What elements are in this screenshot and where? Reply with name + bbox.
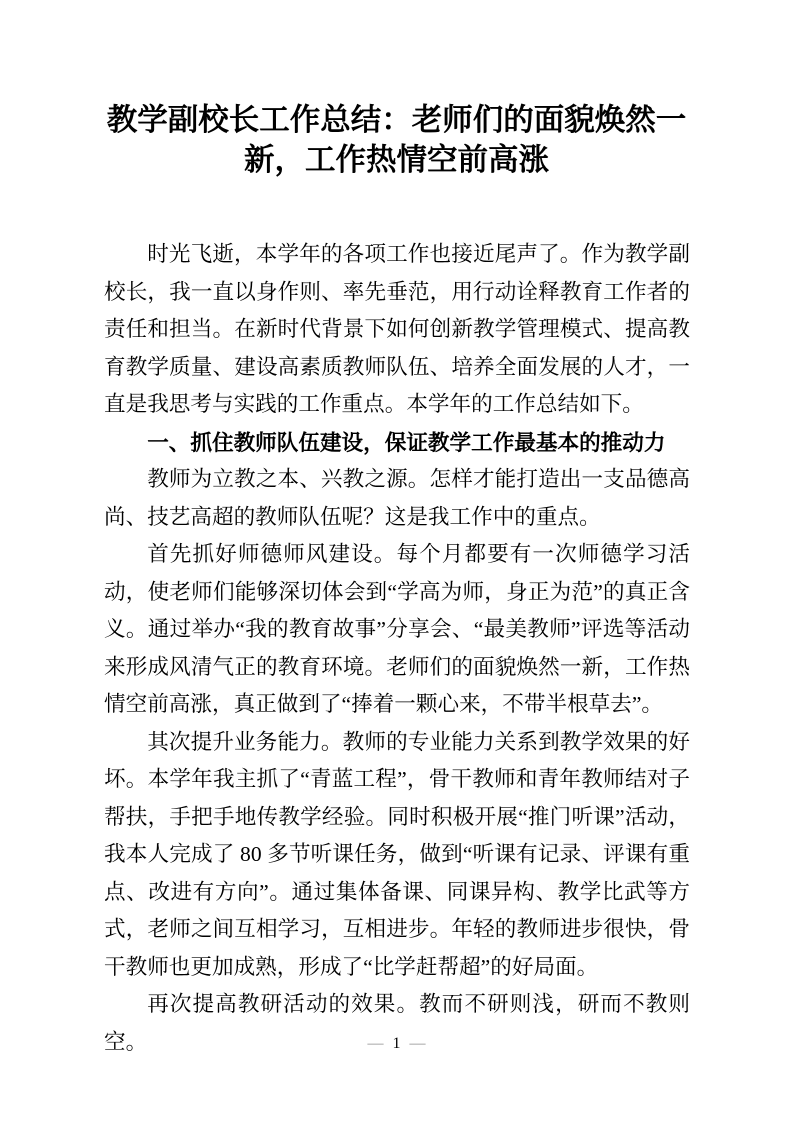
document-body	[104, 236, 690, 1061]
page-footer	[0, 1034, 793, 1054]
body-paragraph: 时光飞逝，本学年的各项工作也接近尾声了。作为教学副校长，我一直以身作则、率先垂范，用行动诠释教育工作者的责任和担当。在新时代背景下如何创新教学管理模式、提高教育教学质量、建设高素质教师队伍、培养全面发展的人才，一直是我思考与实践的工作重点。本学年的工作总结如下。	[104, 242, 690, 416]
body-paragraph: 再次提高教研活动的效果。教而不研则浅，研而不教则空。	[104, 992, 690, 1054]
body-paragraph: 教师为立教之本、兴教之源。怎样才能打造出一支品德高尚、技艺高超的教师队伍呢？这是我工作中的重点。	[104, 467, 690, 529]
body-paragraph: 其次提升业务能力。教师的专业能力关系到教学效果的好坏。本学年我主抓了“青蓝工程”，骨干教师和青年教师结对子帮扶，手把手地传教学经验。同时积极开展“推门听课”活动，我本人完成了 80 多节听课任务，做到“听课有记录、评课有重点、改进有方向”。通过集体备课、同课异构、教学比武等方式，老师之间互相学习，互相进步。年轻的教师进步很快，骨干教师也更加成熟，形成了“比学赶帮超”的好局面。	[104, 729, 690, 979]
footer-dash-right: —	[409, 1035, 426, 1052]
body-paragraph: 首先抓好师德师风建设。每个月都要有一次师德学习活动，使老师们能够深切体会到“学高为师，身正为范”的真正含义。通过举办“我的教育故事”分享会、“最美教师”评选等活动来形成风清气正的教育环境。老师们的面貌焕然一新，工作热情空前高涨，真正做到了“捧着一颗心来，不带半根草去”。	[104, 542, 690, 716]
page-number: 1	[392, 1035, 401, 1052]
footer-dash-left: —	[367, 1035, 384, 1052]
section-heading: 一、抓住教师队伍建设，保证教学工作最基本的推动力	[147, 429, 666, 455]
document-title: 教学副校长工作总结：老师们的面貌焕然一新，工作热情空前高涨	[106, 103, 687, 177]
